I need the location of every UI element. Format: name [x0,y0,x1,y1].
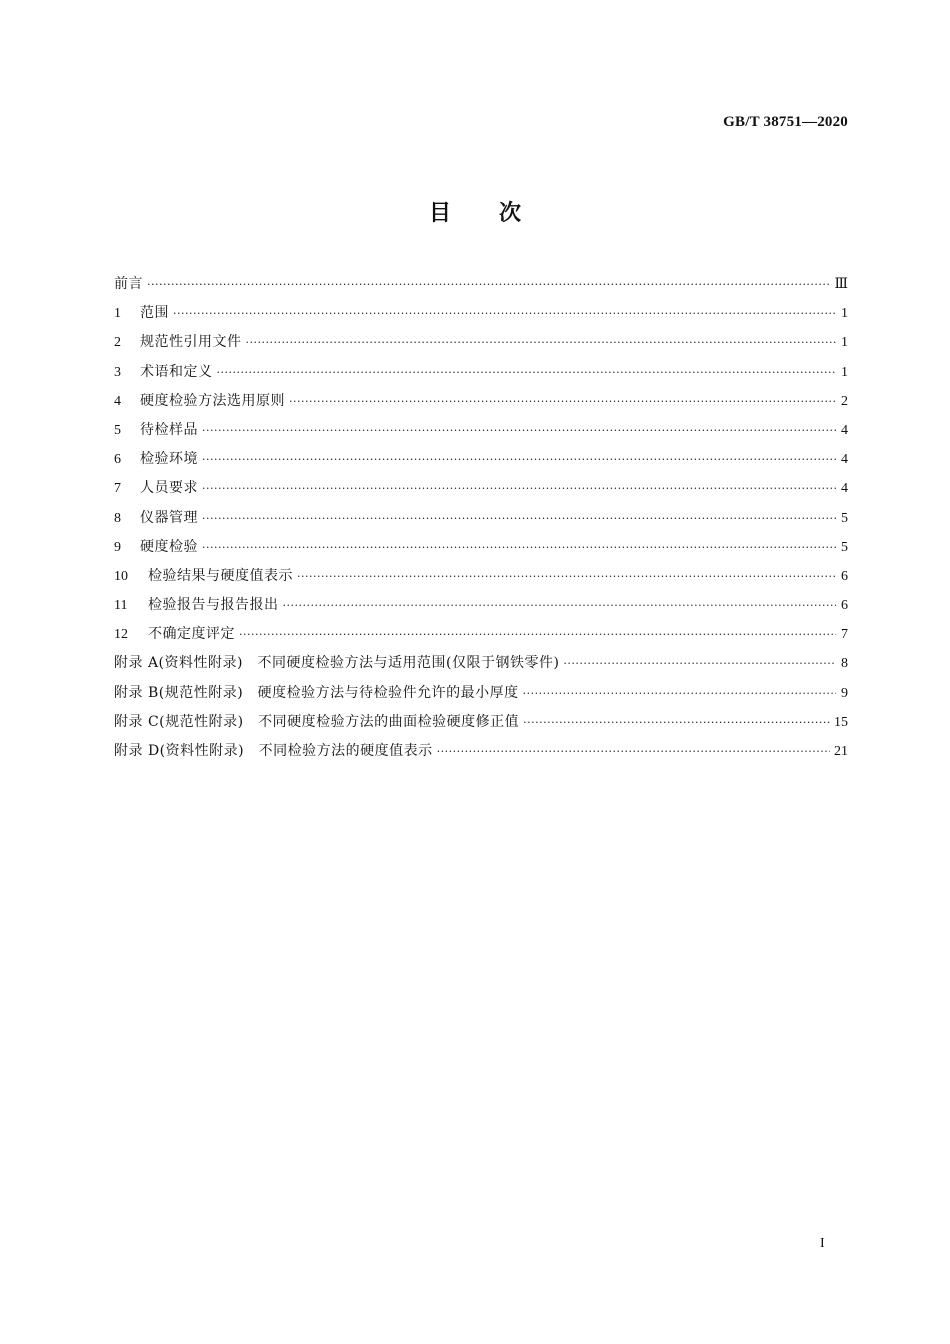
toc-dot-leader [283,591,837,620]
toc-dot-leader [202,533,836,562]
toc-entry-5[interactable] [114,416,848,445]
toc-dot-leader [202,445,836,474]
toc-dot-leader [202,416,836,445]
toc-entry-number: 9 [114,539,121,555]
toc-dot-leader [202,504,836,533]
toc-title-char-2: 次 [499,200,522,226]
toc-entry-label: 前言 [114,276,143,292]
toc-entry-number: 10 [114,568,128,584]
toc-entry-10[interactable] [114,562,848,591]
toc-entry-12[interactable] [114,620,848,649]
toc-entry-foreword[interactable] [114,270,848,299]
toc-entry-page: 4 [841,422,848,438]
toc-dot-leader [246,328,837,357]
toc-entry-page: Ⅲ [834,277,848,292]
toc-dot-leader [202,474,836,503]
toc-entry-label: 人员要求 [140,480,198,497]
toc-entry-page: 5 [841,510,848,526]
toc-entry-page: 5 [841,539,848,555]
toc-entry-page: 1 [841,364,848,380]
toc-dot-leader [147,270,830,299]
toc-dot-leader [239,620,836,649]
toc-dot-leader [297,562,836,591]
toc-entry-6[interactable] [114,445,848,474]
standard-code: GB/T 38751—2020 [723,114,848,130]
toc-dot-leader [217,358,837,387]
toc-entry-number: 3 [114,364,121,380]
toc-entry-page: 8 [841,656,848,672]
toc-entry-label: 附录 D(资料性附录) 不同检验方法的硬度值表示 [114,743,433,759]
toc-entry-number: 2 [114,335,121,351]
toc-entry-2[interactable] [114,328,848,357]
toc-entry-page: 7 [841,627,848,643]
table-of-contents [114,270,848,766]
toc-entry-9[interactable] [114,533,848,562]
toc-entry-number: 7 [114,481,121,497]
toc-entry-label: 附录 B(规范性附录) 硬度检验方法与待检验件允许的最小厚度 [114,684,519,701]
toc-entry-label: 检验结果与硬度值表示 [148,567,293,584]
toc-dot-leader [173,299,836,328]
toc-entry-page: 6 [841,598,848,614]
toc-dot-leader [437,737,830,766]
toc-title-char-1: 目 [428,200,451,226]
toc-entry-label: 规范性引用文件 [140,334,242,351]
toc-dot-leader [289,387,836,416]
toc-entry-page: 4 [841,481,848,497]
toc-entry-page: 21 [834,744,848,759]
toc-dot-leader [563,649,836,678]
toc-dot-leader [523,708,830,737]
toc-entry-number: 1 [114,306,121,322]
toc-entry-number: 5 [114,422,121,438]
toc-entry-label: 硬度检验 [140,538,198,555]
toc-entry-page: 9 [841,685,848,701]
toc-entry-page: 1 [841,306,848,322]
toc-entry-page: 1 [841,335,848,351]
toc-entry-label: 术语和定义 [140,363,213,380]
toc-entry-label: 不确定度评定 [148,626,235,643]
toc-entry-number: 11 [114,598,128,614]
toc-entry-4[interactable] [114,387,848,416]
toc-entry-label: 范围 [140,305,169,322]
toc-entry-annex-c[interactable] [114,708,848,737]
toc-entry-number: 4 [114,393,121,409]
toc-title [0,196,950,227]
toc-entry-3[interactable] [114,358,848,387]
toc-entry-1[interactable] [114,299,848,328]
toc-entry-number: 6 [114,452,121,468]
toc-dot-leader [523,679,836,708]
toc-entry-page: 2 [841,393,848,409]
toc-entry-label: 仪器管理 [140,509,198,526]
toc-entry-page: 15 [834,714,848,730]
toc-entry-label: 附录 C(规范性附录) 不同硬度检验方法的曲面检验硬度修正值 [114,713,520,730]
toc-entry-label: 待检样品 [140,421,198,438]
toc-entry-label: 硬度检验方法选用原则 [140,392,285,409]
toc-entry-8[interactable] [114,504,848,533]
toc-entry-page: 6 [841,568,848,584]
toc-entry-annex-b[interactable] [114,679,848,708]
toc-entry-page: 4 [841,452,848,468]
toc-entry-annex-a[interactable] [114,649,848,678]
toc-entry-label: 检验环境 [140,451,198,468]
toc-entry-label: 附录 A(资料性附录) 不同硬度检验方法与适用范围(仅限于钢铁零件) [114,655,560,672]
toc-entry-number: 12 [114,627,128,643]
toc-entry-7[interactable] [114,474,848,503]
toc-entry-number: 8 [114,510,121,526]
page-number: I [820,1236,825,1251]
toc-entry-label: 检验报告与报告报出 [148,597,279,614]
toc-entry-annex-d[interactable] [114,737,848,766]
toc-entry-11[interactable] [114,591,848,620]
